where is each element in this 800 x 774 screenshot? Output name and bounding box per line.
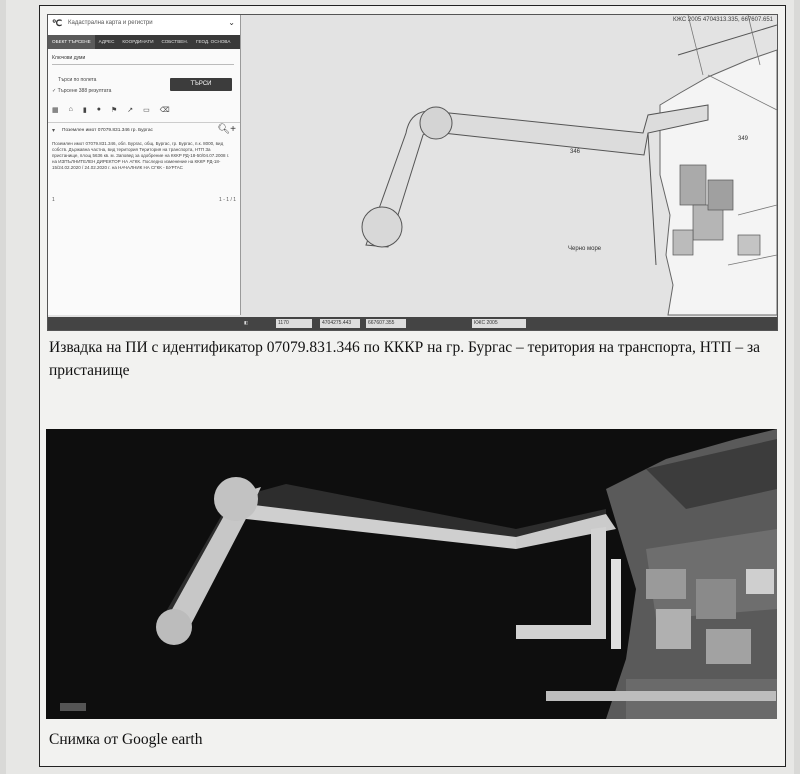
caption-cadastral-extract: Извадка на ПИ с идентификатор 07079.831.346 по КККР на гр. Бургас – територия на транспорта, НТП – за пристанище [49,339,761,379]
search-button[interactable]: ТЪРСИ [170,78,232,91]
chevron-down-icon[interactable]: ⌄ [228,18,235,27]
status-bar [48,317,777,330]
keyword-input[interactable] [52,64,234,65]
zoom-add-icons[interactable]: 🔍︎+ [217,124,236,135]
satellite-image-canvas [46,429,777,719]
scanned-page [6,0,794,774]
scale-field[interactable]: 1170 [276,319,312,328]
document-frame [39,5,786,767]
layers-icon[interactable]: ▦ [52,107,59,114]
home-icon[interactable]: ⌂ [68,106,73,113]
check-icon: ✓ [52,88,58,94]
scale-label-icon: ◧ [244,320,249,325]
satellite-photo [46,429,777,719]
results-option-label: Търсене 388 резултата [57,88,112,94]
toolbar [52,106,236,120]
tab-bar [48,35,240,49]
search-fields-option[interactable]: Търси по полета [58,77,97,83]
pin-icon[interactable]: ● [96,106,101,113]
bookmark-icon[interactable]: ▮ [82,107,87,114]
print-icon[interactable]: ▭ [143,107,150,114]
register-selector[interactable]: Кадастрална карта и регистри [68,20,153,26]
search-panel [48,15,241,315]
panel-header [48,15,240,36]
coord-y-field: 667607.355 [366,319,406,328]
flag-icon[interactable]: ⚑ [110,107,118,114]
clear-icon[interactable]: ⌫ [159,107,170,114]
tab-geodetic-base[interactable]: ГЕОД. ОСНОВА [195,39,231,44]
tab-address[interactable]: АДРЕС [98,39,115,44]
coord-x-field: 4704275.443 [320,319,360,328]
caption-google-earth: Снимка от Google earth [49,731,203,748]
results-checkbox[interactable] [52,88,111,94]
keyword-label: Ключови думи [52,55,86,61]
app-logo: ℃ [52,18,63,28]
result-title[interactable]: Поземлен имот 07079.831.346 гр. Бургас [62,128,153,133]
result-description: Поземлен имот 07079.831.346, обл. Бургас, общ. Бургас, гр. Бургас, п.к. 8000, вид собств. Държавна частна, вид територия Територия на транспорта, НТП За пристанище, площ 5636 кв. м. Заповед за одобрение на КККР РД-18-50/04.07.2008 г. на ИЗПЪЛНИТЕЛЕН ДИРЕКТОР НА АГКК. Последно изменение на КККР РД-18-15/24.02.2020 / 24.02.2020 г. на НАЧАЛНИК НА СГКК - БУРГАС [52,141,230,170]
measure-icon[interactable]: ↗ [127,107,134,114]
pager-left[interactable]: 1 [52,197,55,203]
pager [52,197,236,203]
coordinate-readout: КЖС 2005 4704313.335, 667607.651 [672,17,773,23]
expand-icon[interactable]: ▾ [52,128,56,134]
map-sea-label: Черно море [568,246,602,252]
result-header [52,124,236,137]
tab-ownership[interactable]: СОБСТВЕН. [161,39,188,44]
map-parcel-label: 349 [738,136,749,142]
tab-coordinates[interactable]: КООРДИНАТИ [122,39,154,44]
tab-object-search[interactable]: ОБЕКТ ТЪРСЕНЕ [48,35,95,49]
map-parcel-label: 346 [570,149,581,155]
pager-range: 1 - 1 / 1 [219,197,236,203]
cadastral-map-screenshot [47,14,778,331]
coord-system-select[interactable]: КЖС 2005 [472,319,526,328]
divider [48,122,240,123]
